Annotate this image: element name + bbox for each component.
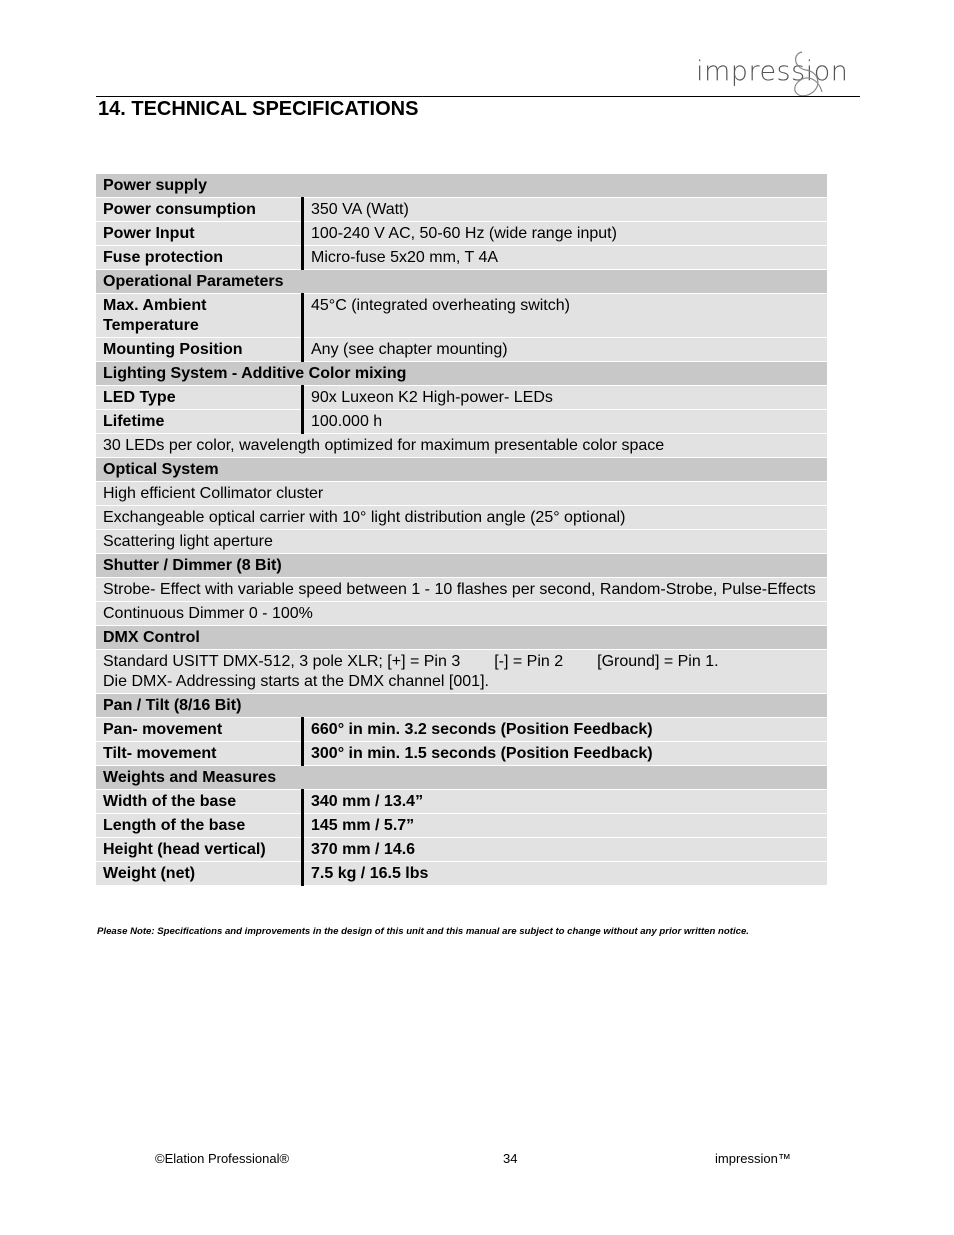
spec-row: LED Type 90x Luxeon K2 High-power- LEDs [96, 386, 827, 410]
section-operational: Operational Parameters [96, 270, 827, 294]
spec-row: Max. Ambient Temperature 45°C (integrated overheating switch) [96, 294, 827, 338]
section-optical: Optical System [96, 458, 827, 482]
spec-row: Power consumption 350 VA (Watt) [96, 198, 827, 222]
spec-row: Fuse protection Micro-fuse 5x20 mm, T 4A [96, 246, 827, 270]
spec-note-row: 30 LEDs per color, wavelength optimized for maximum presentable color space [96, 434, 827, 458]
dmx-pin-minus: [-] = Pin 2 [494, 653, 564, 670]
dmx-pin-ground: [Ground] = Pin 1. [597, 653, 719, 670]
spec-row: Width of the base 340 mm / 13.4” [96, 790, 827, 814]
section-power: Power supply [96, 174, 827, 198]
dmx-addressing: Die DMX- Addressing starts at the DMX channel [001]. [103, 673, 489, 690]
section-weights: Weights and Measures [96, 766, 827, 790]
spec-row: Lifetime 100.000 h [96, 410, 827, 434]
spec-row: Power Input 100-240 V AC, 50-60 Hz (wide range input) [96, 222, 827, 246]
brand-logo [696, 48, 860, 100]
page-title: 14. TECHNICAL SPECIFICATIONS [98, 98, 419, 120]
logo-swirl-icon [788, 48, 828, 100]
disclaimer-note: Please Note: Specifications and improvements in the design of this unit and this manual are subject to change without any prior written notice. [97, 926, 749, 937]
spec-note-row: High efficient Collimator cluster [96, 482, 827, 506]
section-pantilt: Pan / Tilt (8/16 Bit) [96, 694, 827, 718]
specs-table [96, 174, 827, 886]
header-rule [96, 96, 860, 97]
footer-product: impression™ [715, 1151, 791, 1166]
spec-row: Mounting Position Any (see chapter mounting) [96, 338, 827, 362]
spec-note-row [96, 650, 827, 694]
footer-copyright: ©Elation Professional® [155, 1151, 290, 1166]
spec-row: Height (head vertical) 370 mm / 14.6 [96, 838, 827, 862]
section-lighting: Lighting System - Additive Color mixing [96, 362, 827, 386]
spec-note-row: Exchangeable optical carrier with 10° light distribution angle (25° optional) [96, 506, 827, 530]
spec-row: Pan- movement 660° in min. 3.2 seconds (Position Feedback) [96, 718, 827, 742]
dmx-pin-plus: Standard USITT DMX-512, 3 pole XLR; [+] = Pin 3 [103, 653, 461, 670]
section-dmx: DMX Control [96, 626, 827, 650]
spec-note-row: Strobe- Effect with variable speed between 1 - 10 flashes per second, Random-Strobe, Pulse-Effects [96, 578, 827, 602]
footer-page-number: 34 [503, 1151, 518, 1166]
spec-row: Tilt- movement 300° in min. 1.5 seconds (Position Feedback) [96, 742, 827, 766]
spec-row: Weight (net) 7.5 kg / 16.5 lbs [96, 862, 827, 886]
spec-row: Length of the base 145 mm / 5.7” [96, 814, 827, 838]
spec-note-row: Continuous Dimmer 0 - 100% [96, 602, 827, 626]
section-shutter: Shutter / Dimmer (8 Bit) [96, 554, 827, 578]
logo-text: impression [696, 56, 849, 87]
spec-note-row: Scattering light aperture [96, 530, 827, 554]
